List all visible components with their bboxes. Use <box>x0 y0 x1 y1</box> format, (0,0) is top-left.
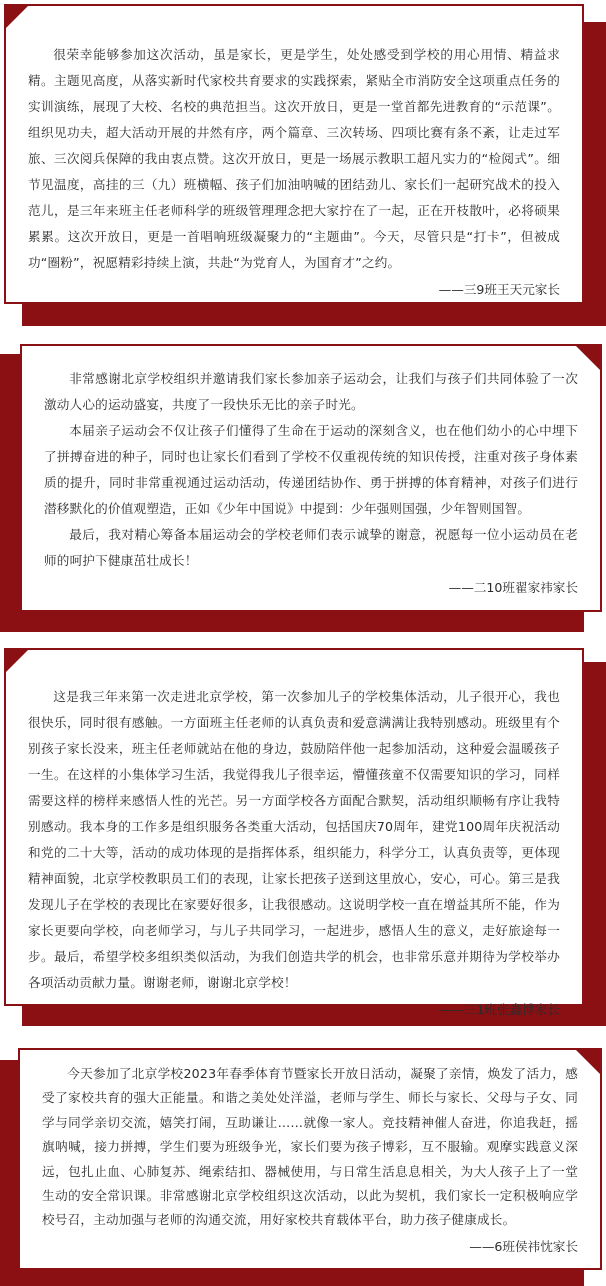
corner-fold-decoration <box>574 344 602 372</box>
testimonial-paragraph: 今天参加了北京学校2023年春季体育节暨家长开放日活动，凝聚了亲情，焕发了活力，感受了家校共育的强大正能量。和谐之美处处洋溢，老师与学生、师长与家长、父母与子女、同学与同学亲切交流，嬉笑打闹，互助谦让……就像一家人。竞技精神催人奋进，你追我赶，摇旗呐喊，接力拼搏，学生们要为班级争光，家长们要为孩子博彩，互不服输。观摩实践意义深远，包扎止血、心肺复苏、绳索结扣、器械使用，与日常生活息息相关，为大人孩子上了一堂生动的安全常识课。非常感谢北京学校组织这次活动，以此为契机，我们家长一定积极响应学校号召，主动加强与老师的沟通交流，用好家校共育载体平台，助力孩子健康成长。 <box>42 1066 578 1228</box>
corner-fold-decoration <box>4 648 30 674</box>
testimonial-signature: ——三9班王天元家长 <box>438 282 560 297</box>
testimonial-signature: ——二10班翟家祎家长 <box>448 580 578 595</box>
testimonial-paragraph: 非常感谢北京学校组织并邀请我们家长参加亲子运动会，让我们与孩子们共同体验了一次激动人心的运动盛宴，共度了一段快乐无比的亲子时光。 <box>44 371 578 412</box>
testimonial-paragraph: 这是我三年来第一次走进北京学校，第一次参加儿子的学校集体活动，儿子很开心，我也很快乐，同时很有感触。一方面班主任老师的认真负责和爱意满满让我特别感动。班级里有个别孩子家长没来，班主任老师就站在他的身边，鼓励陪伴他一起参加活动，这种爱会温暖孩子一生。在这样的小集体学习生活，我觉得我儿子很幸运，懵懂孩童不仅需要知识的学习，同样需要这样的榜样来感悟人性的光芒。另一方面学校各方面配合默契，活动组织顺畅有序让我特别感动。我本身的工作多是组织服务各类重大活动，包括国庆70周年，建党100周年庆祝活动和党的二十大等，活动的成功体现的是指挥体系，组织能力，科学分工，认真负责等，更体现精神面貌，北京学校教职员工们的表现，让家长把孩子送到这里放心，安心，可心。第三是我发现儿子在学校的表现比在家要好很多，让我很感动。这说明学校一直在增益其所不能，作为家长更要向学校，向老师学习，与儿子共同学习，一起进步，感悟人生的意义，走好旅途每一步。最后，希望学校多组织类似活动，为我们创造共学的机会，也非常乐意并期待为学校举办各项活动贡献力量。谢谢老师，谢谢北京学校！ <box>28 689 560 990</box>
card-body <box>18 1048 602 1270</box>
testimonial-card-2 <box>0 344 606 632</box>
card-body <box>4 648 584 1017</box>
testimonial-paragraph: 本届亲子运动会不仅让孩子们懂得了生命在于运动的深刻含义，也在他们幼小的心中埋下了拼搏奋进的种子，同时也让家长们看到了学校不仅重视传统的知识传授，注重对孩子身体素质的提升，同时非常重视通过运动活动，传递团结协作、勇于拼搏的体育精神，对孩子们进行潜移默化的价值观塑造，正如《少年中国说》中提到：少年强则国强，少年智则国智。 <box>44 423 578 516</box>
testimonial-paragraph: 最后，我对精心筹备本届运动会的学校老师们表示诚挚的谢意，祝愿每一位小运动员在老师的呵护下健康茁壮成长！ <box>44 527 578 568</box>
testimonial-signature: ——三1班张鑫博家长 <box>438 1002 560 1017</box>
corner-fold-decoration <box>4 4 30 30</box>
card-body <box>20 344 602 612</box>
testimonial-signature: ——6班侯祎忱家长 <box>469 1238 578 1254</box>
testimonial-card-1 <box>0 0 606 326</box>
corner-fold-decoration <box>574 1048 602 1076</box>
testimonial-card-3 <box>0 644 606 1026</box>
testimonial-paragraph: 很荣幸能够参加这次活动，虽是家长，更是学生，处处感受到学校的用心用情、精益求精。主题见高度，从落实新时代家校共育要求的实践探索，紧贴全市消防安全这项重点任务的实训演练，展现了大校、名校的典范担当。这次开放日，更是一堂首都先进教育的“示范课”。组织见功夫，超大活动开展的井然有序，两个篇章、三次转场、四项比赛有条不紊，让走过军旅、三次阅兵保障的我由衷点赞。这次开放日，更是一场展示教职工超凡实力的“检阅式”。细节见温度，高挂的三（九）班横幅、孩子们加油呐喊的团结劲儿、家长们一起研究战术的投入范儿，是三年来班主任老师科学的班级管理理念把大家拧在了一起，正在开枝散叶，必将硕果累累。这次开放日，更是一首唱响班级凝聚力的“主题曲”。今天，尽管只是“打卡”，但被成功“圈粉”，祝愿精彩持续上演，共赴“为党育人，为国育才”之约。 <box>28 47 560 270</box>
testimonial-card-4 <box>0 1048 606 1286</box>
card-body <box>4 4 584 304</box>
